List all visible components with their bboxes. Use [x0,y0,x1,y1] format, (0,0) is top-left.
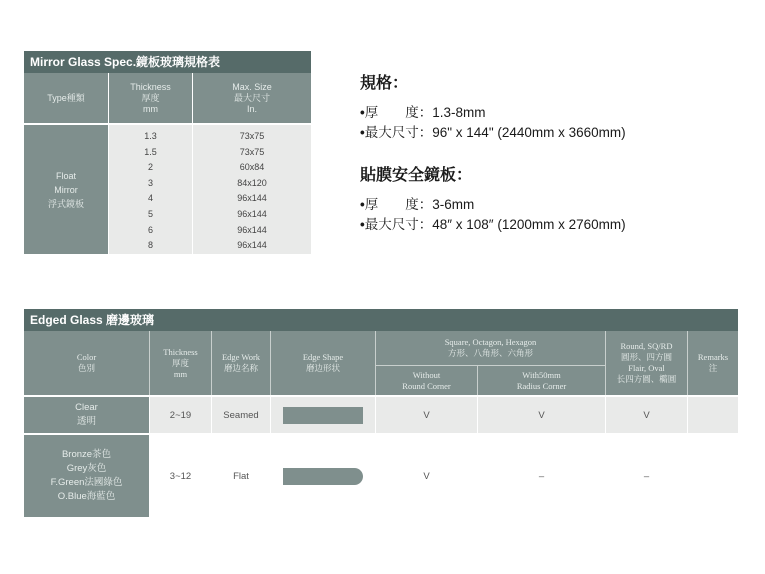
without-round-corner-cell: V [376,435,478,517]
max-size-column [193,125,311,254]
header-without-round-corner: Without Round Corner [376,366,478,395]
header-edge-work: Edge Work 磨边名称 [212,331,271,395]
header-with-radius-corner: With50mm Radius Corner [478,366,606,395]
spec-line-max-size: •最大尺寸：48″ x 108″ (1200mm x 2760mm) [360,217,626,232]
round-shapes-cell: – [606,435,688,517]
table-cell: 1.3 [144,131,157,141]
without-round-corner-cell: V [376,397,478,433]
with-radius-corner-cell: – [478,435,606,517]
table-cell: 8 [147,240,153,251]
mirror-spec-table [24,51,311,254]
table-cell: 73x75 [239,131,265,141]
header-remarks: Remarks 注 [697,352,729,373]
type-cell: Float Mirror 浮式鏡板 [24,125,109,254]
spec-heading: 貼膜安全鏡板： [360,167,473,184]
header-round-shapes: Round, SQ/RD 圓形、四方圓 Flair, Oval 长四方圓、橢圓 [606,331,688,395]
edged-table-header [24,331,738,395]
spec-block-mirror [360,70,626,143]
edged-glass-table [24,309,738,517]
table-cell: 4 [147,193,153,204]
spec-line-max-size: •最大尺寸：96" x 144" (2440mm x 3660mm) [360,125,626,140]
table-cell: 96x144 [237,208,267,219]
seamed-edge-shape-icon [283,407,363,424]
spec-line-thickness: •厚 度：3-6mm [360,197,475,212]
header-color: Color 色別 [24,331,150,395]
edged-table-title: Edged Glass 磨邊玻璃 [24,309,738,331]
table-cell: 96x144 [237,240,267,251]
spec-heading: 規格： [360,75,409,92]
mirror-table-body [24,123,311,254]
table-cell: 84x120 [237,177,267,188]
edge-work-cell: Flat [212,435,271,517]
table-row [24,433,738,517]
edge-work-cell: Seamed [212,397,271,433]
table-cell: 3 [147,177,153,188]
table-cell: 96x144 [237,224,267,235]
thickness-cell: 3~12 [150,435,212,517]
remarks-cell [688,397,738,433]
mirror-table-title: Mirror Glass Spec.鏡板玻璃規格表 [24,51,311,73]
header-edge-shape: Edge Shape 磨边形状 [271,331,376,395]
table-cell: 6 [147,224,153,235]
table-cell: 5 [147,208,153,219]
table-cell: 96x144 [237,193,267,204]
edge-shape-cell [271,435,376,517]
table-cell: 60x84 [239,162,265,173]
table-cell: 73x75 [239,146,265,157]
table-cell: 1.5 [144,146,157,157]
with-radius-corner-cell: V [478,397,606,433]
color-cell: Clear 透明 [24,397,150,433]
header-type: Type種類 [24,73,109,123]
header-max-size: Max. Size 最大尺寸 In. [232,81,272,114]
color-cell: Bronze茶色 Grey灰色 F.Green法國綠色 O.Blue海藍色 [24,435,150,517]
edge-shape-cell [271,397,376,433]
spec-block-safety-mirror [360,162,626,235]
flat-edge-shape-icon [283,468,363,485]
mirror-table-header [24,73,311,123]
header-thickness: Thickness 厚度 mm [150,331,212,395]
thickness-column [109,125,193,254]
spec-line-thickness: •厚 度：1.3-8mm [360,105,486,120]
thickness-cell: 2~19 [150,397,212,433]
header-square-shapes: Square, Octagon, Hexagon 方形、八角形、六角形 [376,331,606,366]
round-shapes-cell: V [606,397,688,433]
table-cell: 2 [147,162,153,173]
table-row [24,395,738,433]
header-thickness: Thickness 厚度 mm [109,73,193,123]
